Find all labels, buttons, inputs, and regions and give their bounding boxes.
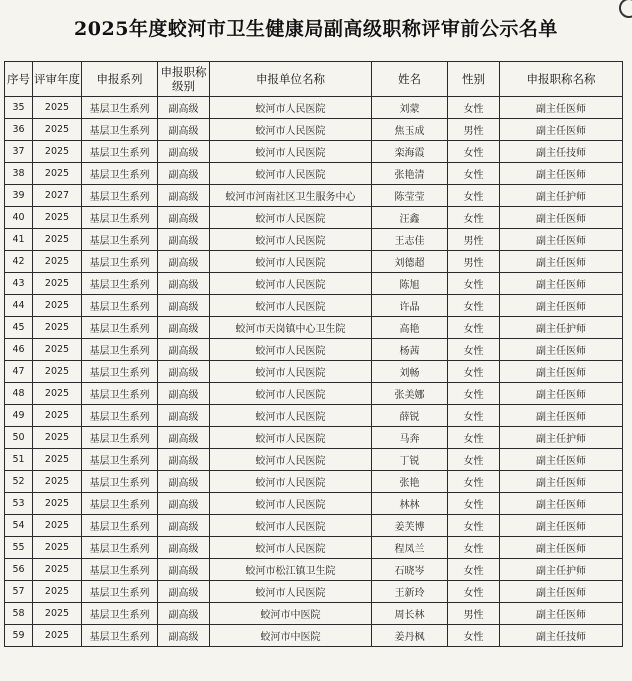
cell-series: 基层卫生系列 (82, 537, 158, 559)
cell-series: 基层卫生系列 (82, 207, 158, 229)
cell-name: 许晶 (372, 295, 448, 317)
header-year: 评审年度 (33, 62, 82, 97)
cell-title: 副主任护师 (500, 559, 623, 581)
cell-gender: 女性 (448, 97, 500, 119)
cell-series: 基层卫生系列 (82, 427, 158, 449)
cell-name: 栾海霞 (372, 141, 448, 163)
cell-unit: 蛟河市人民医院 (210, 273, 372, 295)
cell-year: 2025 (33, 141, 82, 163)
cell-unit: 蛟河市中医院 (210, 625, 372, 647)
cell-year: 2025 (33, 317, 82, 339)
cell-name: 刘德超 (372, 251, 448, 273)
cell-unit: 蛟河市人民医院 (210, 449, 372, 471)
cell-unit: 蛟河市人民医院 (210, 383, 372, 405)
cell-seq: 45 (5, 317, 33, 339)
cell-level: 副高级 (158, 295, 210, 317)
cell-level: 副高级 (158, 185, 210, 207)
cell-year: 2025 (33, 581, 82, 603)
cell-seq: 56 (5, 559, 33, 581)
cell-unit: 蛟河市人民医院 (210, 515, 372, 537)
cell-gender: 女性 (448, 141, 500, 163)
cell-seq: 42 (5, 251, 33, 273)
cell-unit: 蛟河市天岗镇中心卫生院 (210, 317, 372, 339)
cell-unit: 蛟河市人民医院 (210, 537, 372, 559)
cell-series: 基层卫生系列 (82, 339, 158, 361)
cell-gender: 女性 (448, 207, 500, 229)
cell-year: 2025 (33, 163, 82, 185)
table-row (5, 427, 623, 449)
cell-gender: 女性 (448, 427, 500, 449)
cell-gender: 女性 (448, 625, 500, 647)
cell-title: 副主任医师 (500, 581, 623, 603)
table-row (5, 295, 623, 317)
cell-seq: 38 (5, 163, 33, 185)
cell-name: 张艳 (372, 471, 448, 493)
cell-seq: 59 (5, 625, 33, 647)
cell-year: 2025 (33, 603, 82, 625)
cell-gender: 女性 (448, 317, 500, 339)
cell-level: 副高级 (158, 207, 210, 229)
cell-name: 石晓岑 (372, 559, 448, 581)
cell-name: 高艳 (372, 317, 448, 339)
cell-series: 基层卫生系列 (82, 141, 158, 163)
cell-title: 副主任医师 (500, 405, 623, 427)
cell-series: 基层卫生系列 (82, 251, 158, 273)
cell-title: 副主任医师 (500, 295, 623, 317)
header-title: 申报职称名称 (500, 62, 623, 97)
table-row (5, 207, 623, 229)
cell-seq: 52 (5, 471, 33, 493)
cell-name: 薛锐 (372, 405, 448, 427)
cell-name: 刘蒙 (372, 97, 448, 119)
cell-year: 2025 (33, 361, 82, 383)
cell-unit: 蛟河市人民医院 (210, 361, 372, 383)
cell-title: 副主任医师 (500, 97, 623, 119)
cell-gender: 女性 (448, 273, 500, 295)
cell-year: 2025 (33, 559, 82, 581)
roster-table (4, 61, 623, 647)
cell-series: 基层卫生系列 (82, 119, 158, 141)
cell-series: 基层卫生系列 (82, 317, 158, 339)
table-row (5, 603, 623, 625)
cell-year: 2025 (33, 251, 82, 273)
cell-year: 2025 (33, 515, 82, 537)
cell-gender: 女性 (448, 537, 500, 559)
cell-series: 基层卫生系列 (82, 493, 158, 515)
cell-unit: 蛟河市人民医院 (210, 229, 372, 251)
cell-level: 副高级 (158, 537, 210, 559)
cell-unit: 蛟河市人民医院 (210, 207, 372, 229)
cell-year: 2027 (33, 185, 82, 207)
cell-title: 副主任医师 (500, 383, 623, 405)
cell-unit: 蛟河市中医院 (210, 603, 372, 625)
cell-year: 2025 (33, 537, 82, 559)
cell-name: 汪鑫 (372, 207, 448, 229)
cell-series: 基层卫生系列 (82, 625, 158, 647)
cell-gender: 女性 (448, 493, 500, 515)
cell-title: 副主任医师 (500, 207, 623, 229)
cell-year: 2025 (33, 493, 82, 515)
table-row (5, 383, 623, 405)
table-header-row (5, 62, 623, 97)
cell-title: 副主任医师 (500, 449, 623, 471)
cell-unit: 蛟河市人民医院 (210, 295, 372, 317)
cell-unit: 蛟河市人民医院 (210, 405, 372, 427)
cell-level: 副高级 (158, 273, 210, 295)
header-gender: 性别 (448, 62, 500, 97)
cell-name: 程凤兰 (372, 537, 448, 559)
table-row (5, 317, 623, 339)
cell-level: 副高级 (158, 603, 210, 625)
cell-unit: 蛟河市人民医院 (210, 493, 372, 515)
cell-seq: 36 (5, 119, 33, 141)
cell-gender: 女性 (448, 295, 500, 317)
cell-series: 基层卫生系列 (82, 581, 158, 603)
table-row (5, 119, 623, 141)
cell-seq: 51 (5, 449, 33, 471)
cell-name: 王志佳 (372, 229, 448, 251)
cell-gender: 男性 (448, 229, 500, 251)
cell-year: 2025 (33, 119, 82, 141)
cell-year: 2025 (33, 471, 82, 493)
cell-unit: 蛟河市人民医院 (210, 251, 372, 273)
cell-seq: 47 (5, 361, 33, 383)
cell-year: 2025 (33, 97, 82, 119)
cell-gender: 女性 (448, 163, 500, 185)
cell-name: 丁锐 (372, 449, 448, 471)
table-row (5, 339, 623, 361)
table-row (5, 537, 623, 559)
cell-level: 副高级 (158, 119, 210, 141)
cell-seq: 57 (5, 581, 33, 603)
cell-seq: 54 (5, 515, 33, 537)
cell-year: 2025 (33, 625, 82, 647)
cell-title: 副主任医师 (500, 229, 623, 251)
cell-gender: 女性 (448, 515, 500, 537)
cell-seq: 35 (5, 97, 33, 119)
table-row (5, 273, 623, 295)
cell-year: 2025 (33, 405, 82, 427)
cell-year: 2025 (33, 207, 82, 229)
table-row (5, 361, 623, 383)
page-title: 2025年度蛟河市卫生健康局副高级职称评审前公示名单 (74, 18, 558, 40)
cell-level: 副高级 (158, 361, 210, 383)
cell-series: 基层卫生系列 (82, 163, 158, 185)
cell-gender: 女性 (448, 361, 500, 383)
cell-level: 副高级 (158, 471, 210, 493)
cell-level: 副高级 (158, 251, 210, 273)
cell-year: 2025 (33, 339, 82, 361)
cell-seq: 39 (5, 185, 33, 207)
cell-unit: 蛟河市松江镇卫生院 (210, 559, 372, 581)
cell-series: 基层卫生系列 (82, 449, 158, 471)
cell-level: 副高级 (158, 493, 210, 515)
cell-title: 副主任医师 (500, 251, 623, 273)
cell-unit: 蛟河市人民医院 (210, 97, 372, 119)
header-level: 申报职称级别 (158, 62, 210, 97)
cell-title: 副主任医师 (500, 163, 623, 185)
cell-name: 张美娜 (372, 383, 448, 405)
cell-gender: 女性 (448, 449, 500, 471)
cell-seq: 41 (5, 229, 33, 251)
cell-seq: 44 (5, 295, 33, 317)
cell-seq: 58 (5, 603, 33, 625)
cell-name: 张艳清 (372, 163, 448, 185)
cell-name: 王新玲 (372, 581, 448, 603)
cell-series: 基层卫生系列 (82, 229, 158, 251)
cell-name: 林林 (372, 493, 448, 515)
cell-level: 副高级 (158, 405, 210, 427)
cell-unit: 蛟河市人民医院 (210, 581, 372, 603)
cell-gender: 女性 (448, 339, 500, 361)
cell-title: 副主任医师 (500, 493, 623, 515)
cell-year: 2025 (33, 449, 82, 471)
table-row (5, 251, 623, 273)
cell-series: 基层卫生系列 (82, 361, 158, 383)
cell-gender: 男性 (448, 119, 500, 141)
cell-title: 副主任医师 (500, 119, 623, 141)
cell-seq: 50 (5, 427, 33, 449)
cell-level: 副高级 (158, 427, 210, 449)
cell-year: 2025 (33, 427, 82, 449)
cell-level: 副高级 (158, 383, 210, 405)
cell-seq: 46 (5, 339, 33, 361)
cell-title: 副主任医师 (500, 537, 623, 559)
cell-gender: 女性 (448, 471, 500, 493)
cell-level: 副高级 (158, 97, 210, 119)
cell-unit: 蛟河市人民医院 (210, 141, 372, 163)
cell-level: 副高级 (158, 141, 210, 163)
cell-level: 副高级 (158, 449, 210, 471)
cell-title: 副主任医师 (500, 515, 623, 537)
cell-gender: 女性 (448, 185, 500, 207)
cell-gender: 女性 (448, 405, 500, 427)
cell-level: 副高级 (158, 515, 210, 537)
table-row (5, 493, 623, 515)
cell-seq: 55 (5, 537, 33, 559)
cell-title: 副主任技师 (500, 141, 623, 163)
header-name: 姓名 (372, 62, 448, 97)
header-series: 申报系列 (82, 62, 158, 97)
cell-unit: 蛟河市人民医院 (210, 427, 372, 449)
cell-gender: 女性 (448, 581, 500, 603)
cell-level: 副高级 (158, 229, 210, 251)
cell-unit: 蛟河市河南社区卫生服务中心 (210, 185, 372, 207)
cell-title: 副主任护师 (500, 317, 623, 339)
cell-unit: 蛟河市人民医院 (210, 163, 372, 185)
cell-series: 基层卫生系列 (82, 295, 158, 317)
cell-series: 基层卫生系列 (82, 185, 158, 207)
cell-seq: 48 (5, 383, 33, 405)
cell-gender: 女性 (448, 559, 500, 581)
cell-unit: 蛟河市人民医院 (210, 339, 372, 361)
table-row (5, 471, 623, 493)
table-row (5, 405, 623, 427)
cell-year: 2025 (33, 383, 82, 405)
cell-series: 基层卫生系列 (82, 97, 158, 119)
cell-seq: 43 (5, 273, 33, 295)
cell-unit: 蛟河市人民医院 (210, 119, 372, 141)
cell-series: 基层卫生系列 (82, 273, 158, 295)
cell-seq: 53 (5, 493, 33, 515)
cell-year: 2025 (33, 295, 82, 317)
cell-level: 副高级 (158, 559, 210, 581)
header-unit: 申报单位名称 (210, 62, 372, 97)
cell-name: 陈旭 (372, 273, 448, 295)
cell-name: 马奔 (372, 427, 448, 449)
cell-level: 副高级 (158, 581, 210, 603)
cell-gender: 女性 (448, 383, 500, 405)
table-row (5, 559, 623, 581)
cell-title: 副主任护师 (500, 427, 623, 449)
cell-title: 副主任技师 (500, 625, 623, 647)
cell-name: 姜芙博 (372, 515, 448, 537)
header-seq: 序号 (5, 62, 33, 97)
table-row (5, 97, 623, 119)
cell-name: 姜丹枫 (372, 625, 448, 647)
cell-title: 副主任医师 (500, 339, 623, 361)
cell-series: 基层卫生系列 (82, 559, 158, 581)
cell-level: 副高级 (158, 317, 210, 339)
cell-level: 副高级 (158, 339, 210, 361)
table-row (5, 185, 623, 207)
cell-name: 焦玉成 (372, 119, 448, 141)
table-row (5, 449, 623, 471)
cell-seq: 37 (5, 141, 33, 163)
cell-gender: 男性 (448, 603, 500, 625)
cell-level: 副高级 (158, 163, 210, 185)
table-body (5, 97, 623, 647)
cell-unit: 蛟河市人民医院 (210, 471, 372, 493)
table-row (5, 163, 623, 185)
cell-series: 基层卫生系列 (82, 405, 158, 427)
cell-name: 周长林 (372, 603, 448, 625)
cell-series: 基层卫生系列 (82, 383, 158, 405)
table-row (5, 581, 623, 603)
cell-name: 陈莹莹 (372, 185, 448, 207)
cell-title: 副主任医师 (500, 471, 623, 493)
cell-title: 副主任医师 (500, 361, 623, 383)
cell-year: 2025 (33, 273, 82, 295)
cell-gender: 男性 (448, 251, 500, 273)
cell-level: 副高级 (158, 625, 210, 647)
table-row (5, 229, 623, 251)
table-row (5, 515, 623, 537)
cell-title: 副主任护师 (500, 185, 623, 207)
cell-series: 基层卫生系列 (82, 471, 158, 493)
cell-seq: 40 (5, 207, 33, 229)
cell-series: 基层卫生系列 (82, 603, 158, 625)
cell-title: 副主任医师 (500, 273, 623, 295)
cell-seq: 49 (5, 405, 33, 427)
cell-name: 杨茜 (372, 339, 448, 361)
cell-title: 副主任医师 (500, 603, 623, 625)
cell-name: 刘畅 (372, 361, 448, 383)
cell-series: 基层卫生系列 (82, 515, 158, 537)
cell-year: 2025 (33, 229, 82, 251)
table-row (5, 625, 623, 647)
table-row (5, 141, 623, 163)
